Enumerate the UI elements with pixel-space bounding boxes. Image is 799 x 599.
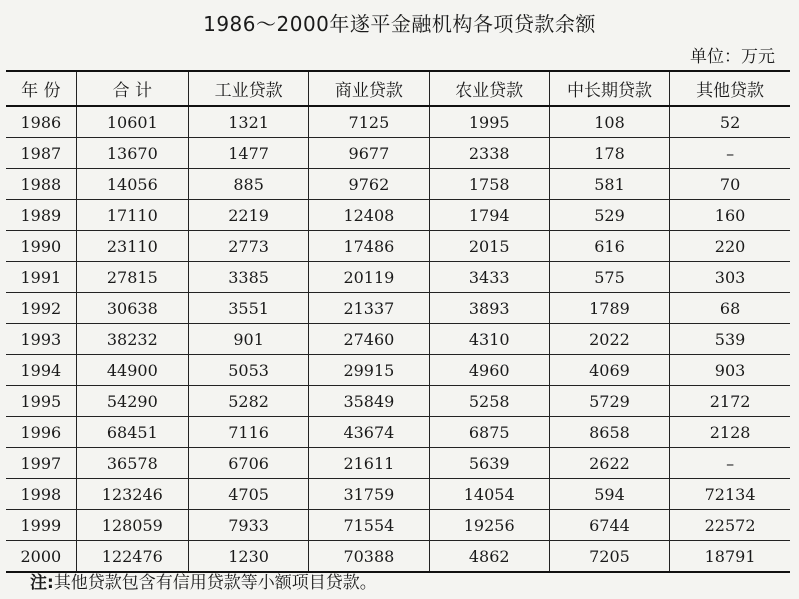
cell-agricultural-loans: 3893	[429, 293, 549, 324]
cell-long-term-loans: 529	[549, 200, 669, 231]
cell-total: 36578	[76, 448, 188, 479]
cell-commercial-loans: 7125	[309, 106, 429, 138]
cell-other-loans: 539	[670, 324, 790, 355]
cell-industrial-loans: 5282	[188, 386, 308, 417]
cell-industrial-loans: 1477	[188, 138, 308, 169]
cell-commercial-loans: 35849	[309, 386, 429, 417]
cell-industrial-loans: 1230	[188, 541, 308, 573]
cell-agricultural-loans: 1794	[429, 200, 549, 231]
cell-total: 14056	[76, 169, 188, 200]
cell-long-term-loans: 6744	[549, 510, 669, 541]
cell-industrial-loans: 1321	[188, 106, 308, 138]
cell-industrial-loans: 6706	[188, 448, 308, 479]
cell-year: 1995	[6, 386, 76, 417]
table-row	[6, 262, 790, 293]
cell-year: 1987	[6, 138, 76, 169]
cell-industrial-loans: 7116	[188, 417, 308, 448]
cell-commercial-loans: 31759	[309, 479, 429, 510]
cell-other-loans: 303	[670, 262, 790, 293]
cell-commercial-loans: 20119	[309, 262, 429, 293]
table-row	[6, 417, 790, 448]
cell-industrial-loans: 3551	[188, 293, 308, 324]
table-row	[6, 293, 790, 324]
table-row	[6, 324, 790, 355]
table-row	[6, 169, 790, 200]
cell-total: 30638	[76, 293, 188, 324]
cell-total: 38232	[76, 324, 188, 355]
cell-other-loans: –	[670, 448, 790, 479]
cell-agricultural-loans: 4310	[429, 324, 549, 355]
cell-year: 1990	[6, 231, 76, 262]
cell-industrial-loans: 5053	[188, 355, 308, 386]
cell-agricultural-loans: 19256	[429, 510, 549, 541]
cell-commercial-loans: 9677	[309, 138, 429, 169]
cell-other-loans: 18791	[670, 541, 790, 573]
cell-total: 122476	[76, 541, 188, 573]
unit-label: 单位：万元	[690, 47, 775, 67]
cell-commercial-loans: 21611	[309, 448, 429, 479]
cell-agricultural-loans: 14054	[429, 479, 549, 510]
cell-total: 123246	[76, 479, 188, 510]
cell-year: 1996	[6, 417, 76, 448]
table-row	[6, 479, 790, 510]
cell-commercial-loans: 29915	[309, 355, 429, 386]
cell-year: 1997	[6, 448, 76, 479]
footnote-label: 注:	[30, 573, 54, 593]
cell-other-loans: 22572	[670, 510, 790, 541]
cell-total: 17110	[76, 200, 188, 231]
table-row	[6, 138, 790, 169]
cell-agricultural-loans: 2015	[429, 231, 549, 262]
cell-year: 1998	[6, 479, 76, 510]
column-header-long-term-loans: 中长期贷款	[549, 71, 669, 106]
cell-year: 1986	[6, 106, 76, 138]
cell-long-term-loans: 108	[549, 106, 669, 138]
cell-long-term-loans: 616	[549, 231, 669, 262]
cell-other-loans: 160	[670, 200, 790, 231]
cell-long-term-loans: 1789	[549, 293, 669, 324]
column-header-industrial-loans: 工业贷款	[188, 71, 308, 106]
cell-total: 128059	[76, 510, 188, 541]
cell-long-term-loans: 581	[549, 169, 669, 200]
cell-year: 1992	[6, 293, 76, 324]
column-header-other-loans: 其他贷款	[670, 71, 790, 106]
loan-balance-table	[6, 70, 790, 573]
cell-long-term-loans: 2622	[549, 448, 669, 479]
cell-other-loans: –	[670, 138, 790, 169]
cell-agricultural-loans: 1758	[429, 169, 549, 200]
cell-other-loans: 2172	[670, 386, 790, 417]
cell-commercial-loans: 12408	[309, 200, 429, 231]
cell-other-loans: 70	[670, 169, 790, 200]
column-header-commercial-loans: 商业贷款	[309, 71, 429, 106]
cell-commercial-loans: 43674	[309, 417, 429, 448]
cell-year: 2000	[6, 541, 76, 573]
cell-year: 1989	[6, 200, 76, 231]
cell-commercial-loans: 21337	[309, 293, 429, 324]
table-row	[6, 106, 790, 138]
cell-total: 23110	[76, 231, 188, 262]
table-row	[6, 510, 790, 541]
cell-year: 1999	[6, 510, 76, 541]
cell-commercial-loans: 9762	[309, 169, 429, 200]
cell-industrial-loans: 3385	[188, 262, 308, 293]
cell-commercial-loans: 27460	[309, 324, 429, 355]
cell-commercial-loans: 70388	[309, 541, 429, 573]
cell-industrial-loans: 901	[188, 324, 308, 355]
cell-agricultural-loans: 2338	[429, 138, 549, 169]
cell-agricultural-loans: 4960	[429, 355, 549, 386]
column-header-year: 年 份	[6, 71, 76, 106]
cell-long-term-loans: 2022	[549, 324, 669, 355]
cell-year: 1988	[6, 169, 76, 200]
cell-other-loans: 2128	[670, 417, 790, 448]
table-row	[6, 355, 790, 386]
cell-industrial-loans: 7933	[188, 510, 308, 541]
table-row	[6, 386, 790, 417]
column-header-total: 合 计	[76, 71, 188, 106]
cell-commercial-loans: 71554	[309, 510, 429, 541]
footnote	[30, 568, 377, 593]
cell-commercial-loans: 17486	[309, 231, 429, 262]
table-row	[6, 231, 790, 262]
cell-other-loans: 903	[670, 355, 790, 386]
cell-industrial-loans: 4705	[188, 479, 308, 510]
cell-long-term-loans: 7205	[549, 541, 669, 573]
cell-long-term-loans: 575	[549, 262, 669, 293]
cell-total: 68451	[76, 417, 188, 448]
cell-long-term-loans: 4069	[549, 355, 669, 386]
cell-long-term-loans: 594	[549, 479, 669, 510]
cell-year: 1993	[6, 324, 76, 355]
cell-total: 27815	[76, 262, 188, 293]
footnote-text: 其他贷款包含有信用贷款等小额项目贷款。	[53, 573, 377, 593]
cell-agricultural-loans: 6875	[429, 417, 549, 448]
cell-long-term-loans: 5729	[549, 386, 669, 417]
cell-industrial-loans: 2219	[188, 200, 308, 231]
table-body	[6, 106, 790, 572]
cell-other-loans: 220	[670, 231, 790, 262]
cell-total: 13670	[76, 138, 188, 169]
cell-total: 54290	[76, 386, 188, 417]
cell-agricultural-loans: 1995	[429, 106, 549, 138]
cell-long-term-loans: 178	[549, 138, 669, 169]
cell-agricultural-loans: 3433	[429, 262, 549, 293]
table-row	[6, 448, 790, 479]
cell-total: 44900	[76, 355, 188, 386]
cell-year: 1991	[6, 262, 76, 293]
cell-long-term-loans: 8658	[549, 417, 669, 448]
cell-agricultural-loans: 5258	[429, 386, 549, 417]
cell-other-loans: 68	[670, 293, 790, 324]
cell-agricultural-loans: 5639	[429, 448, 549, 479]
table-header-row	[6, 71, 790, 106]
cell-agricultural-loans: 4862	[429, 541, 549, 573]
cell-other-loans: 52	[670, 106, 790, 138]
cell-year: 1994	[6, 355, 76, 386]
column-header-agricultural-loans: 农业贷款	[429, 71, 549, 106]
cell-industrial-loans: 885	[188, 169, 308, 200]
page-title: 1986～2000年遂平金融机构各项贷款余额	[203, 12, 596, 36]
cell-total: 10601	[76, 106, 188, 138]
cell-other-loans: 72134	[670, 479, 790, 510]
table-row	[6, 200, 790, 231]
cell-industrial-loans: 2773	[188, 231, 308, 262]
